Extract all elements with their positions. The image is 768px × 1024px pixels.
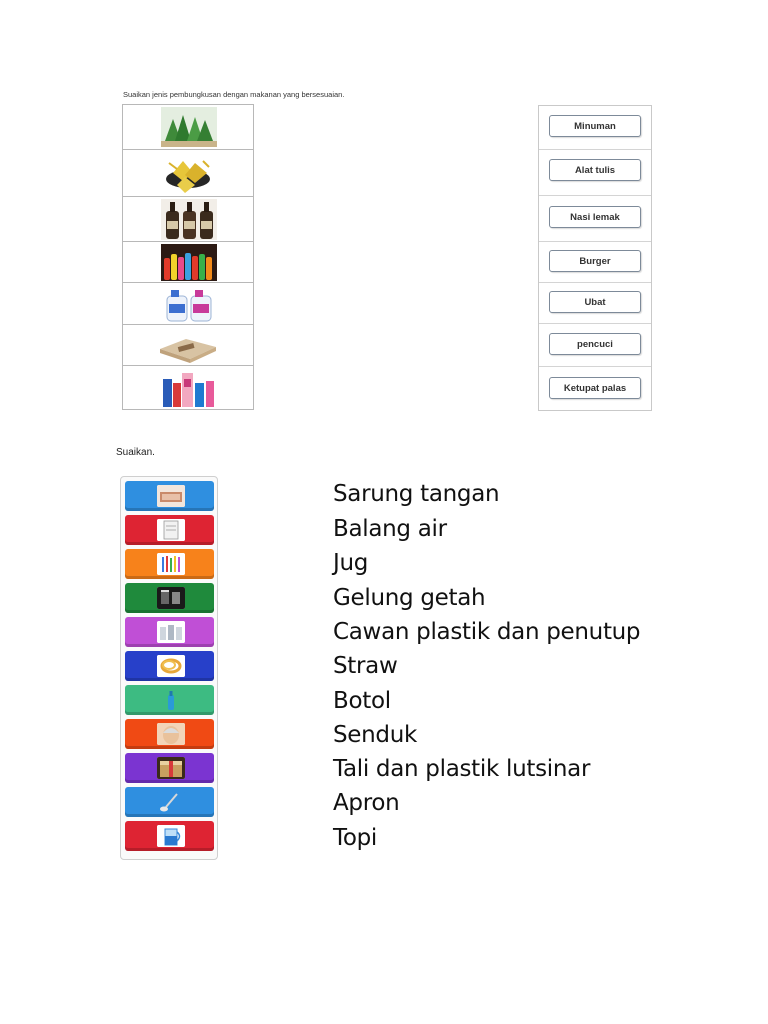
rubber-band-icon <box>157 655 185 677</box>
packaging-cell <box>123 283 253 325</box>
label-cell <box>539 196 651 242</box>
word-item: Straw <box>333 653 398 679</box>
word-item: Gelung getah <box>333 585 486 611</box>
label-ubat[interactable]: Ubat <box>549 291 641 313</box>
packaging-cell <box>123 366 253 411</box>
instruction-bottom: Suaikan. <box>116 447 155 458</box>
word-item: Balang air <box>333 516 447 542</box>
label-cell <box>539 150 651 196</box>
colored-bar-panel <box>120 476 218 860</box>
label-cell <box>539 367 651 412</box>
label-alat-tulis[interactable]: Alat tulis <box>549 159 641 181</box>
label-pencuci[interactable]: pencuci <box>549 333 641 355</box>
bar-item[interactable] <box>125 481 214 511</box>
ketupat-palas-icon <box>161 107 217 147</box>
label-minuman[interactable]: Minuman <box>549 115 641 137</box>
ketupat-icon <box>163 153 213 194</box>
word-item: Sarung tangan <box>333 481 500 507</box>
label-cell <box>539 324 651 367</box>
word-item: Topi <box>333 825 378 851</box>
wrapped-box-icon <box>157 757 185 779</box>
bar-item[interactable] <box>125 685 214 715</box>
word-item: Tali dan plastik lutsinar <box>333 756 591 782</box>
hairnet-icon <box>157 723 185 745</box>
containers-icon <box>157 621 185 643</box>
bar-item[interactable] <box>125 753 214 783</box>
label-burger[interactable]: Burger <box>549 250 641 272</box>
word-item: Apron <box>333 790 400 816</box>
packaging-cell <box>123 325 253 366</box>
label-nasi-lemak[interactable]: Nasi lemak <box>549 206 641 228</box>
packaging-cell <box>123 242 253 283</box>
bar-item[interactable] <box>125 549 214 579</box>
bottles-icon <box>161 199 217 240</box>
detergent-jugs-icon <box>161 286 217 322</box>
word-item: Cawan plastik dan penutup <box>333 619 641 645</box>
label-ketupat-palas[interactable]: Ketupat palas <box>549 377 641 399</box>
bar-item[interactable] <box>125 617 214 647</box>
bottle-icon <box>157 689 185 711</box>
word-item: Botol <box>333 688 391 714</box>
label-column <box>538 105 652 411</box>
bar-item[interactable] <box>125 651 214 681</box>
straws-icon <box>157 553 185 575</box>
burger-box-icon <box>156 327 220 364</box>
packaging-cell <box>123 150 253 197</box>
packaging-cell <box>123 105 253 150</box>
bar-item[interactable] <box>125 719 214 749</box>
jug-icon <box>157 825 185 847</box>
label-cell <box>539 242 651 283</box>
cups-icon <box>157 587 185 609</box>
packaging-cell <box>123 197 253 242</box>
medicine-boxes-icon <box>161 369 217 409</box>
spoon-icon <box>157 791 185 813</box>
label-cell <box>539 283 651 324</box>
label-cell <box>539 106 651 150</box>
word-item: Senduk <box>333 722 418 748</box>
colored-bottles-icon <box>161 244 217 281</box>
packaging-image-column <box>122 104 254 410</box>
food-tray-icon <box>157 485 185 507</box>
instruction-top: Suaikan jenis pembungkusan dengan makanan yang bersesuaian. <box>123 90 345 99</box>
bar-item[interactable] <box>125 787 214 817</box>
bar-item[interactable] <box>125 821 214 851</box>
bar-item[interactable] <box>125 583 214 613</box>
bar-item[interactable] <box>125 515 214 545</box>
word-item: Jug <box>333 550 369 576</box>
paper-icon <box>157 519 185 541</box>
